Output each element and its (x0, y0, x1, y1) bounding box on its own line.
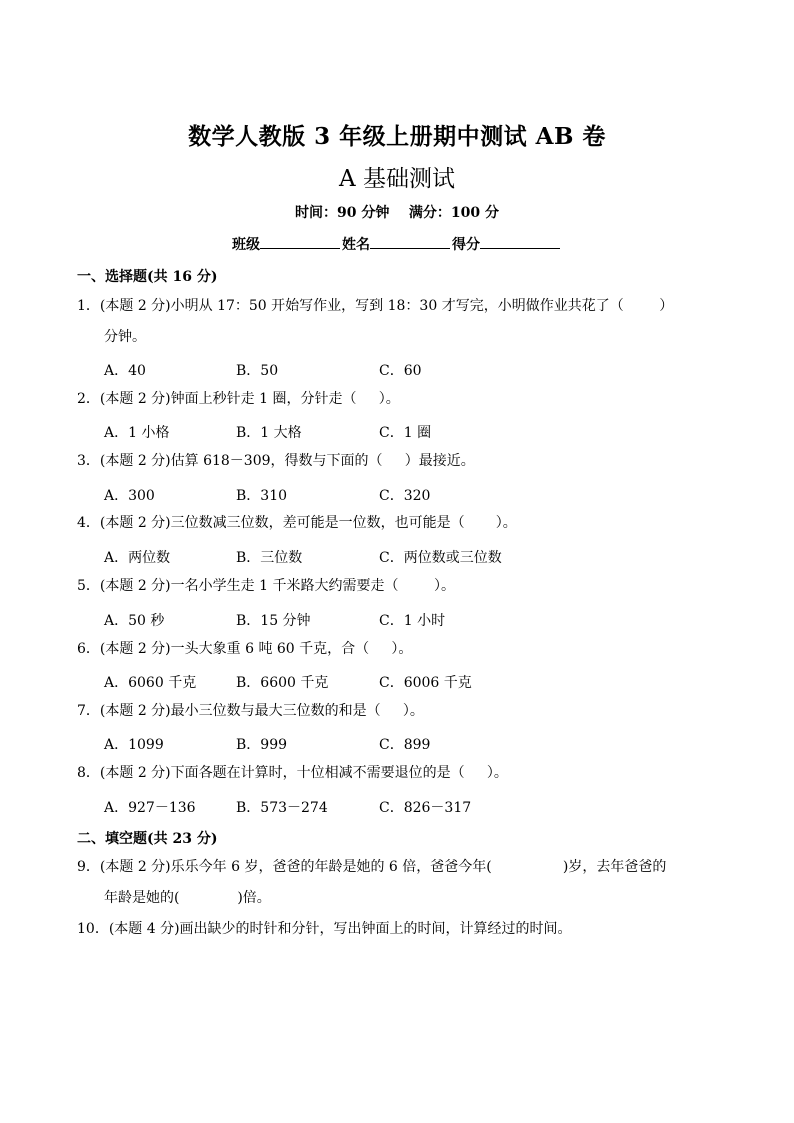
option-b[interactable]: B．310 (236, 488, 288, 504)
question-5 (77, 571, 737, 602)
option-a[interactable]: A．40 (104, 363, 146, 379)
question-3 (77, 446, 737, 477)
option-a[interactable]: A．50 秒 (104, 613, 165, 629)
question-5-text: 5．(本题 2 分)一名小学生走 1 千米路大约需要走（ ）。 (77, 578, 456, 594)
name-field[interactable] (370, 234, 450, 249)
option-a[interactable]: A．927－136 (104, 800, 196, 816)
question-10 (77, 914, 737, 945)
question-4-text: 4．(本题 2 分)三位数减三位数，差可能是一位数，也可能是（ ）。 (77, 515, 517, 531)
section-fill-title: 二、填空题(共 23 分) (77, 831, 218, 847)
option-c[interactable]: C．60 (379, 363, 422, 379)
question-9-text: 9．(本题 2 分)乐乐今年 6 岁，爸爸的年龄是她的 6 倍，爸爸今年( )岁，去年爸爸的 (77, 859, 667, 875)
option-b[interactable]: B．573－274 (236, 800, 328, 816)
option-c[interactable]: C．320 (379, 488, 431, 504)
question-6 (77, 634, 737, 665)
question-1-text: 1．(本题 2 分)小明从 17：50 开始写作业，写到 18：30 才写完，小明做作业共花了（ ） (77, 298, 674, 314)
option-b[interactable]: B．6600 千克 (236, 675, 329, 691)
option-a[interactable]: A．1099 (104, 737, 164, 753)
option-a[interactable]: A．两位数 (104, 550, 171, 566)
exam-title: 数学人教版 3 年级上册期中测试 AB 卷 (188, 123, 606, 150)
question-10-text: 10．(本题 4 分)画出缺少的时针和分针，写出钟面上的时间，计算经过的时间。 (77, 921, 572, 937)
class-field[interactable] (260, 234, 340, 249)
question-6-text: 6．(本题 2 分)一头大象重 6 吨 60 千克，合（ ）。 (77, 641, 413, 657)
option-a[interactable]: A．300 (104, 488, 155, 504)
option-c[interactable]: C．1 小时 (379, 613, 446, 629)
option-b[interactable]: B．1 大格 (236, 425, 302, 441)
class-label: 班级 (232, 237, 260, 253)
question-1-continuation: 分钟。 (104, 329, 146, 345)
exam-subtitle: A 基础测试 (339, 166, 455, 192)
question-7-text: 7．(本题 2 分)最小三位数与最大三位数的和是（ ）。 (77, 703, 424, 719)
option-b[interactable]: B．50 (236, 363, 279, 379)
option-b[interactable]: B．999 (236, 737, 288, 753)
time-score-line: 时间：90 分钟 满分：100 分 (295, 205, 499, 221)
question-1 (77, 291, 737, 345)
question-9 (77, 852, 737, 906)
option-c[interactable]: C．899 (379, 737, 431, 753)
option-b[interactable]: B．15 分钟 (236, 613, 311, 629)
question-8 (77, 758, 737, 789)
score-label: 得分 (452, 237, 480, 253)
option-c[interactable]: C．6006 千克 (379, 675, 472, 691)
option-b[interactable]: B．三位数 (236, 550, 303, 566)
question-4 (77, 508, 737, 539)
option-c[interactable]: C．826－317 (379, 800, 472, 816)
question-2-text: 2．(本题 2 分)钟面上秒针走 1 圈，分针走（ ）。 (77, 391, 400, 407)
option-a[interactable]: A．1 小格 (104, 425, 170, 441)
section-choice-title: 一、选择题(共 16 分) (77, 269, 218, 285)
option-c[interactable]: C．两位数或三位数 (379, 550, 502, 566)
option-a[interactable]: A．6060 千克 (104, 675, 197, 691)
question-9-continuation: 年龄是她的( )倍。 (104, 890, 271, 906)
question-7 (77, 696, 737, 727)
name-label: 姓名 (342, 237, 370, 253)
question-2 (77, 384, 737, 415)
option-c[interactable]: C．1 圈 (379, 425, 432, 441)
student-info-line (0, 234, 794, 254)
score-field[interactable] (480, 234, 560, 249)
question-3-text: 3．(本题 2 分)估算 618－309，得数与下面的（ ）最接近。 (77, 453, 475, 469)
question-8-text: 8．(本题 2 分)下面各题在计算时，十位相减不需要退位的是（ ）。 (77, 765, 508, 781)
